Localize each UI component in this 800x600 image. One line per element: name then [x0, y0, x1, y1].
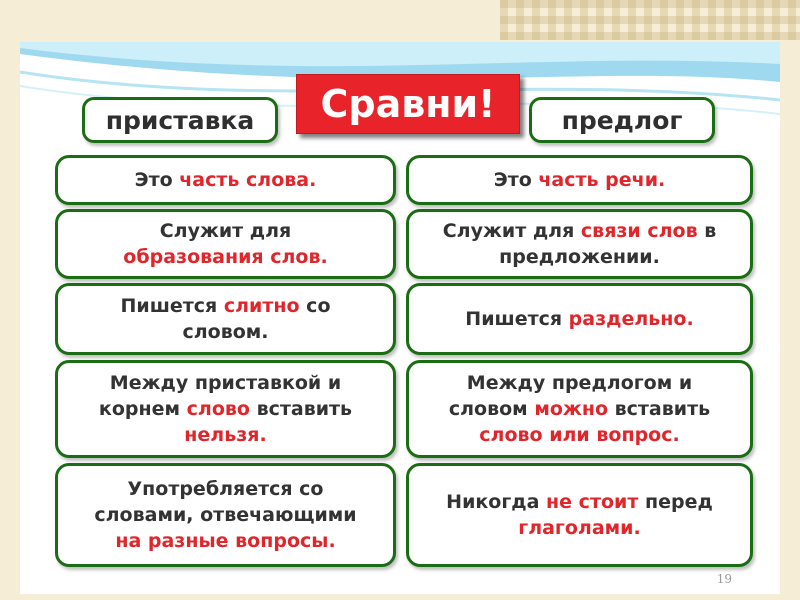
highlighted-text: глаголами. — [518, 517, 641, 539]
header-preposition-label: предлог — [561, 105, 683, 135]
highlighted-text: слово или вопрос. — [479, 424, 680, 446]
highlighted-text: раздельно. — [568, 308, 694, 330]
plain-text: корнем — [98, 398, 187, 420]
cell-text — [449, 370, 710, 448]
slide-title: Сравни! — [296, 74, 520, 134]
highlighted-text: часть слова. — [179, 169, 317, 191]
cell-text — [494, 167, 665, 193]
plain-text: Никогда — [446, 491, 547, 513]
plain-text: Между предлогом и — [466, 372, 693, 394]
highlighted-text: слово — [186, 398, 250, 420]
highlighted-text: слитно — [223, 295, 300, 317]
preposition-cell-4 — [406, 360, 753, 458]
slide — [20, 42, 780, 594]
plain-text: Это — [134, 169, 180, 191]
header-preposition — [529, 97, 715, 143]
plain-text: словами, отвечающими — [94, 504, 357, 526]
plain-text: Это — [493, 169, 539, 191]
plain-text: в — [697, 220, 717, 242]
plain-text: перед — [638, 491, 713, 513]
plain-text: Служит для — [442, 220, 581, 242]
preposition-cell-1 — [406, 155, 753, 205]
highlighted-text: не стоит — [546, 491, 639, 513]
plain-text: со — [299, 295, 331, 317]
highlighted-text: образования слов. — [123, 246, 328, 268]
cell-text — [94, 476, 356, 554]
highlighted-text: можно — [534, 398, 609, 420]
highlighted-text: часть речи. — [538, 169, 666, 191]
plain-text: предложении. — [499, 246, 660, 268]
background-ornament — [500, 0, 800, 40]
header-prefix — [82, 97, 278, 143]
plain-text: Пишется — [465, 308, 569, 330]
highlighted-text: на разные вопросы. — [115, 530, 336, 552]
plain-text: Между приставкой и — [109, 372, 342, 394]
cell-text — [121, 293, 331, 345]
prefix-cell-5 — [55, 463, 396, 567]
cell-text — [123, 218, 327, 270]
cell-text — [135, 167, 317, 193]
prefix-cell-1 — [55, 155, 396, 205]
cell-text — [99, 370, 352, 448]
preposition-cell-5 — [406, 463, 753, 567]
plain-text: Служит для — [159, 220, 292, 242]
prefix-cell-3 — [55, 283, 396, 355]
plain-text: Пишется — [120, 295, 224, 317]
page-number: 19 — [716, 572, 732, 586]
prefix-cell-2 — [55, 209, 396, 279]
cell-text — [446, 489, 713, 541]
plain-text: вставить — [608, 398, 711, 420]
cell-text — [465, 306, 693, 332]
preposition-cell-3 — [406, 283, 753, 355]
plain-text: вставить — [249, 398, 353, 420]
plain-text: словом. — [182, 321, 269, 343]
highlighted-text: нельзя. — [184, 424, 267, 446]
plain-text: словом — [448, 398, 535, 420]
header-prefix-label: приставка — [105, 105, 255, 135]
plain-text: Употребляется со — [127, 478, 324, 500]
prefix-cell-4 — [55, 360, 396, 458]
preposition-cell-2 — [406, 209, 753, 279]
cell-text — [443, 218, 717, 270]
highlighted-text: связи слов — [580, 220, 698, 242]
